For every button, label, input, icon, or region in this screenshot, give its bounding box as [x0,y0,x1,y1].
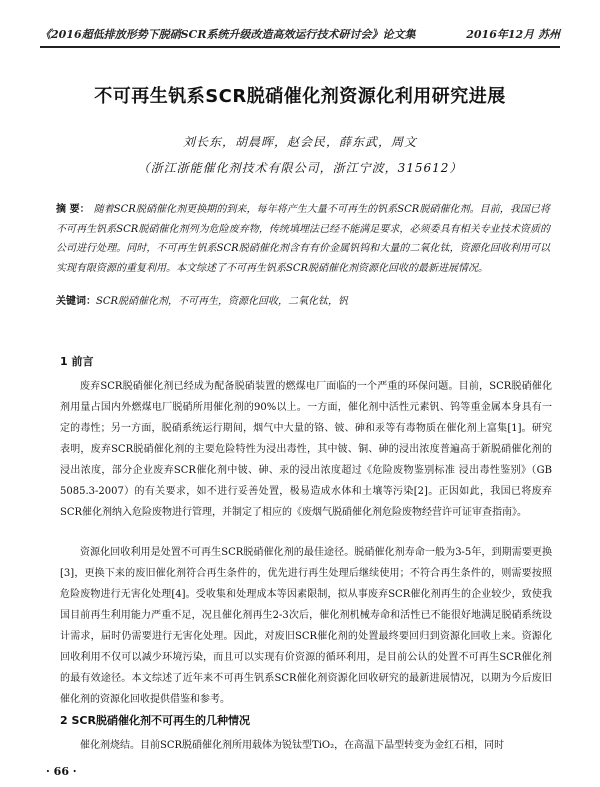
paper-title: 不可再生钒系SCR脱硝催化剂资源化利用研究进展 [94,86,506,107]
running-header [40,24,560,48]
intro-paragraph-2: 资源化回收利用是处置不可再生SCR脱硝催化剂的最佳途径。脱硝催化剂寿命一般为3-5年，到期需要更换[3]，更换下来的废旧催化剂符合再生条件的，优先进行再生处理后继续使用；不符合再生条件的，则需要按照危险废物进行无害化处理[4]。受收集和处理成本等因素限制，拟从事废弃SCR催化剂再生的企业较少，致使我国目前再生利用能力严重不足，况且催化剂再生2-3次后，催化剂机械寿命和活性已不能很好地满足脱硝系统设计需求，届时仍需要进行无害化处理。因此，对废旧SCR催化剂的处置最终要回归到资源化回收上来。资源化回收利用不仅可以减少环境污染，而且可以实现有价资源的循环利用，是目前公认的处置不可再生SCR催化剂的最有效途径。本文综述了近年来不可再生钒系SCR催化剂资源化回收研究的最新进展情况，以期为今后废旧催化剂的资源化回收提供借鉴和参考。 [60,547,552,705]
intro-paragraph-1: 废弃SCR脱硝催化剂已经成为配备脱硝装置的燃煤电厂面临的一个严重的环保问题。目前，SCR脱硝催化剂用量占国内外燃煤电厂脱硝所用催化剂的90%以上。一方面，催化剂中活性元素钒、钨等重金属本身具有一定的毒性；另一方面，脱硝系统运行期间，烟气中大量的铬、铍、砷和汞等有毒物质在催化剂上富集[1]。研究表明，废弃SCR脱硝催化剂的主要危险特性为浸出毒性，其中铍、铜、砷的浸出浓度普遍高于新脱硝催化剂的浸出浓度，部分企业废弃SCR催化剂中铍、砷、汞的浸出浓度超过《危险废物鉴别标准 浸出毒性鉴别》（GB 5085.3-2007）的有关要求，如不进行妥善处置，极易造成水体和土壤等污染[2]。正因如此，我国已将废弃SCR催化剂纳入危险废物进行管理，并制定了相应的《废烟气脱硝催化剂危险废物经营许可证审查指南》。 [60,381,552,518]
keywords [56,294,550,310]
abstract [56,200,550,278]
keywords-label: 关键词： [56,296,96,307]
keywords-text: SCR脱硝催化剂，不可再生，资源化回收，二氧化钛，钒 [96,296,349,307]
header-proceedings-title: 《2016超低排放形势下脱硝SCR系统升级改造高效运行技术研讨会》论文集 [40,28,416,41]
abstract-text: 随着SCR脱硝催化剂更换期的到来，每年将产生大量不可再生的钒系SCR脱硝催化剂。目前，我国已将不可再生钒系SCR脱硝催化剂列为危险废弃物，传统填埋法已经不能满足要求，必须委具有相关专业技术资质的公司进行处理。同时，不可再生钒系SCR脱硝催化剂含有有价金属钒钨和大量的二氧化钛，资源化回收利用可以实现有限资源的重复利用。本文综述了不可再生钒系SCR脱硝催化剂资源化回收的最新进展情况。 [56,204,551,274]
author-list: 刘长东，胡晨晖，赵会民，薛东武，周文 [182,135,417,149]
page-number: · 66 · [46,765,77,778]
header-date-location: 2016年12月 苏州 [466,28,560,41]
section-heading-introduction: 1 前言 [60,355,94,368]
author-affiliation: （浙江浙能催化剂技术有限公司，浙江宁波，315612） [137,161,463,175]
abstract-label: 摘 要： [56,204,90,215]
section2-paragraph-1: 催化剂烧结。目前SCR脱硝催化剂所用载体为锐钛型TiO₂，在高温下晶型转变为金红石相，同时 [80,740,505,751]
section-heading-2: 2 SCR脱硝催化剂不可再生的几种情况 [60,714,250,727]
